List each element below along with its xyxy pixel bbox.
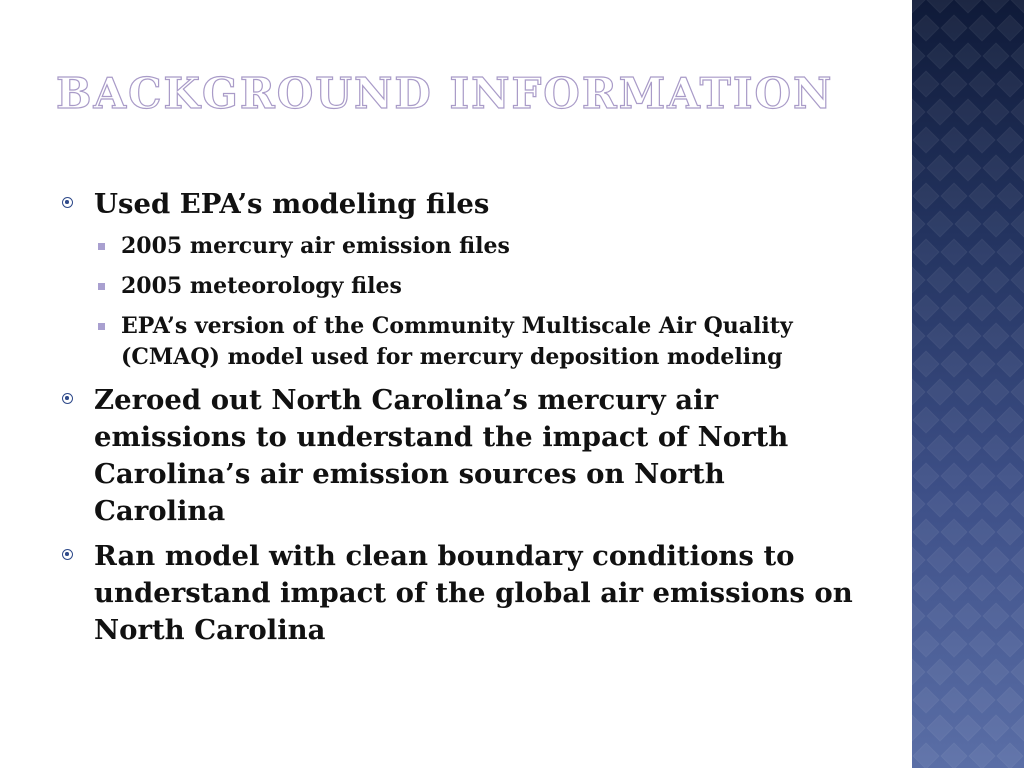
square-bullet-icon (98, 283, 105, 290)
sub-bullet-text: EPA’s version of the Community Multiscale Air Quality (CMAQ) model used for mercury deposition modeling (121, 313, 793, 370)
circled-dot-icon (62, 393, 73, 404)
slide-title: BACKGROUND INFORMATION (56, 69, 834, 118)
bullet-text: Zeroed out North Carolina’s mercury air emissions to understand the impact of North Carolina’s air emission sources on North Carolina (94, 384, 789, 527)
square-bullet-icon (98, 243, 105, 250)
bullet-item (62, 382, 862, 530)
sub-bullet-text: 2005 meteorology files (121, 273, 402, 299)
circled-dot-icon (62, 197, 73, 208)
sub-bullet-text: 2005 mercury air emission files (121, 233, 510, 259)
decorative-side-panel (912, 0, 1024, 768)
sub-bullet-item (62, 271, 862, 302)
bullet-item (62, 186, 862, 223)
sub-bullet-list (62, 231, 862, 373)
bullet-item (62, 538, 862, 649)
bullet-text: Used EPA’s modeling files (94, 188, 490, 220)
bullet-list (62, 186, 862, 657)
circled-dot-icon (62, 549, 73, 560)
diamond-pattern (912, 0, 1024, 768)
sub-bullet-item (62, 231, 862, 262)
square-bullet-icon (98, 323, 105, 330)
sub-bullet-item (62, 311, 862, 373)
bullet-text: Ran model with clean boundary conditions to understand impact of the global air emissions on North Carolina (94, 540, 853, 646)
